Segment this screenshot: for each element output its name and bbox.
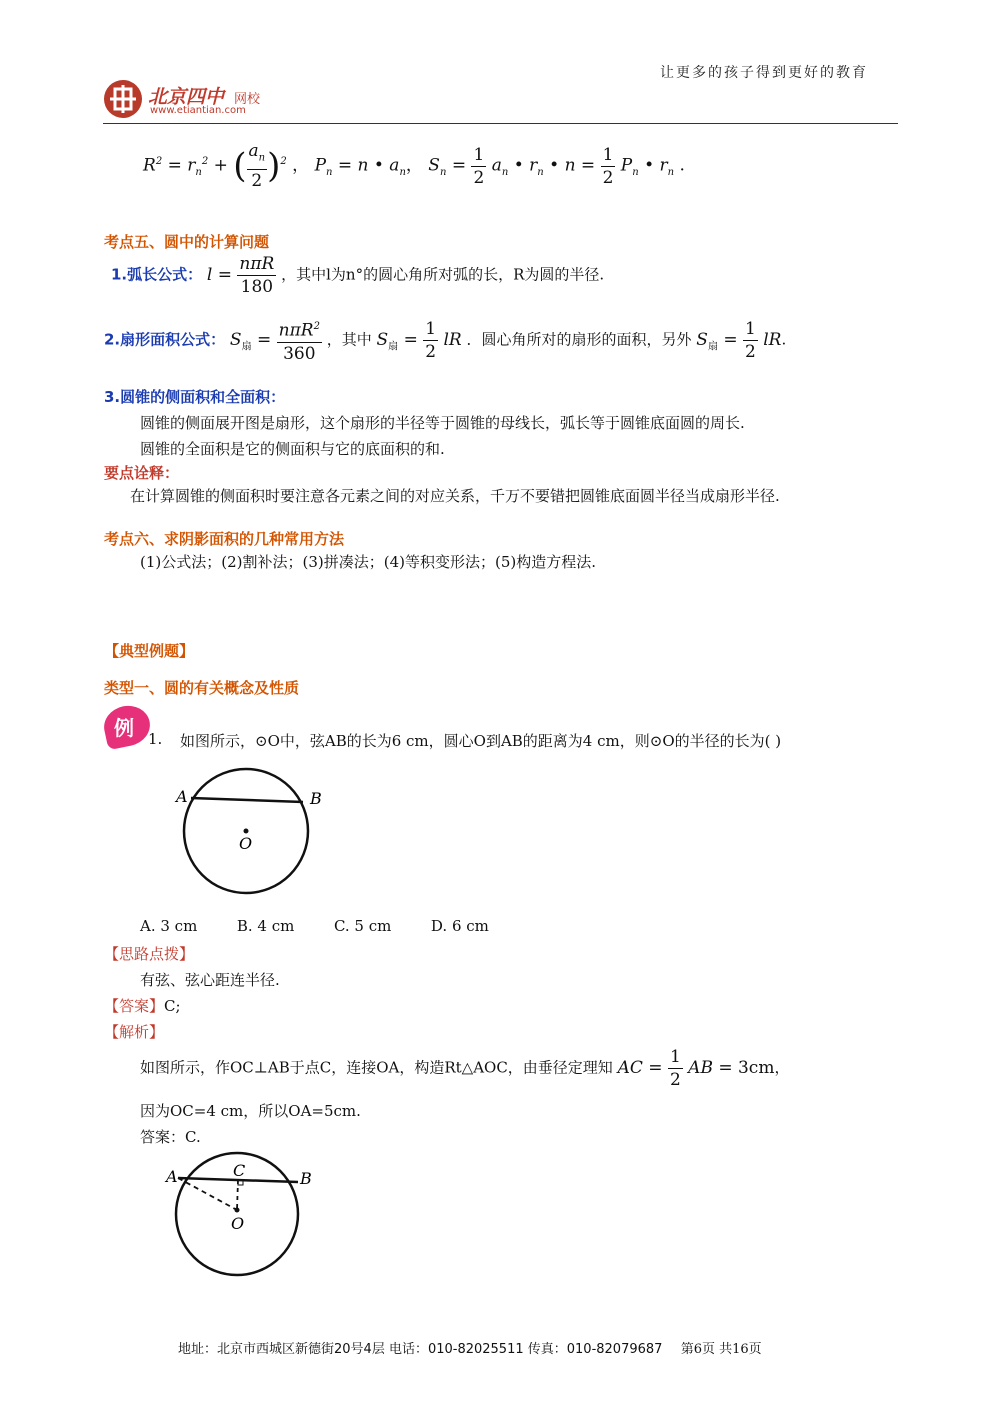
key-points-label: 要点诠释： — [104, 464, 180, 482]
section6-text: (1)公式法；(2)割补法；(3)拼凑法；(4)等积变形法；(5)构造方程法. — [140, 553, 597, 571]
sector-area-label: 2.扇形面积公式： — [104, 330, 226, 349]
cone-area-label: 3.圆锥的侧面积和全面积： — [104, 388, 286, 406]
chord-ab — [191, 798, 303, 802]
header-divider — [103, 123, 898, 124]
analysis-line3: 答案：C. — [140, 1128, 201, 1146]
slogan: 让更多的孩子得到更好的教育 — [660, 65, 868, 81]
options-row — [140, 917, 489, 935]
option-a[interactable]: A. 3 cm — [140, 917, 198, 935]
cone-line2: 圆锥的全面积是它的侧面积与它的底面积的和. — [140, 440, 445, 458]
figure-circle-perpendicular — [160, 1150, 330, 1280]
section5-title: 考点五、圆中的计算问题 — [104, 233, 270, 251]
sector-area-formula: 2.扇形面积公式： $S_扇$ = $\frac{n\pi R^2}{360}$ ，其中 $S_扇$ = $\frac{1}{2}$ lR ．圆心角所对的扇形的面积，另外 $S_扇$ = $\frac{1}{2}$ lR. — [104, 316, 786, 365]
analysis-line2: 因为OC=4 cm，所以OA=5cm. — [140, 1102, 361, 1120]
example-badge-text: 例 — [114, 716, 134, 740]
examples-heading: 【典型例题】 — [104, 642, 195, 660]
label2-b: B — [300, 1169, 312, 1188]
cone-line1: 圆锥的侧面展开图是扇形，这个扇形的半径等于圆锥的母线长，弧长等于圆锥底面圆的周长. — [140, 414, 745, 432]
question-text: 如图所示，⊙O中，弦AB的长为6 cm，圆心O到AB的距离为4 cm，则⊙O的半径的长为( ) — [180, 732, 782, 750]
key-points-text: 在计算圆锥的侧面积时要注意各元素之间的对应关系，千万不要错把圆锥底面圆半径当成扇形半径. — [130, 487, 780, 505]
logo-url: www.etiantian.com — [150, 105, 246, 116]
option-b[interactable]: B. 4 cm — [236, 917, 295, 935]
segment-oa — [178, 1178, 237, 1210]
option-d[interactable]: D. 6 cm — [430, 917, 489, 935]
formula-top: $R^2 = r_n^2$ + ( $\frac{a_n}{2}$ )$^2$ ， $P_n = n$ • $a_n$， $S_n$ = $\frac{1}{2}$ $a_n$ • $r_n$ • n = $\frac{1}{2}$ $P_n$ • $r_n$ . — [143, 141, 685, 192]
center-point — [244, 829, 249, 834]
footer-page: 第6页 共16页 — [680, 1342, 762, 1357]
arc-length-text: ，其中l为n°的圆心角所对弧的长，R为圆的半径. — [281, 265, 605, 284]
label2-c: C — [233, 1161, 246, 1180]
label-a: A — [176, 787, 188, 806]
logo-icon — [104, 80, 142, 118]
hint-text: 有弦、弦心距连半径. — [140, 971, 280, 989]
section6-title: 考点六、求阴影面积的几种常用方法 — [104, 530, 345, 548]
label-o: O — [239, 834, 253, 853]
type1-title: 类型一、圆的有关概念及性质 — [104, 679, 300, 697]
answer-text: C; — [164, 997, 181, 1015]
label2-o: O — [231, 1214, 245, 1233]
label2-a: A — [166, 1167, 178, 1186]
footer-address: 地址：北京市西城区新德街20号4层 电话：010-82025511 传真：010-82079687 — [178, 1342, 663, 1357]
logo-sub: 网校 — [234, 92, 261, 107]
analysis-label: 【解析】 — [104, 1023, 165, 1041]
label-b: B — [310, 789, 322, 808]
footer — [178, 1338, 762, 1357]
arc-length-formula: 1.弧长公式： l = $\frac{\text{nπR}}{180}$ ，其中l为n°的圆心角所对弧的长，R为圆的半径. — [111, 254, 605, 297]
hint-label: 【思路点拨】 — [104, 945, 195, 963]
center2-point — [235, 1208, 240, 1213]
figure-circle-chord — [170, 760, 330, 900]
option-c[interactable]: C. 5 cm — [333, 917, 392, 935]
logo-text: 北京四中 — [148, 86, 225, 108]
question-number: 1. — [148, 730, 163, 748]
answer-label: 【答案】 — [104, 997, 165, 1015]
analysis-line1: 如图所示，作OC⊥AB于点C，连接OA，构造Rt△AOC，由垂径定理知 AC = $\frac{1}{2}$ AB = 3cm， — [140, 1047, 790, 1090]
arc-length-label: 1.弧长公式： — [111, 265, 203, 284]
answer-row — [104, 995, 181, 1016]
